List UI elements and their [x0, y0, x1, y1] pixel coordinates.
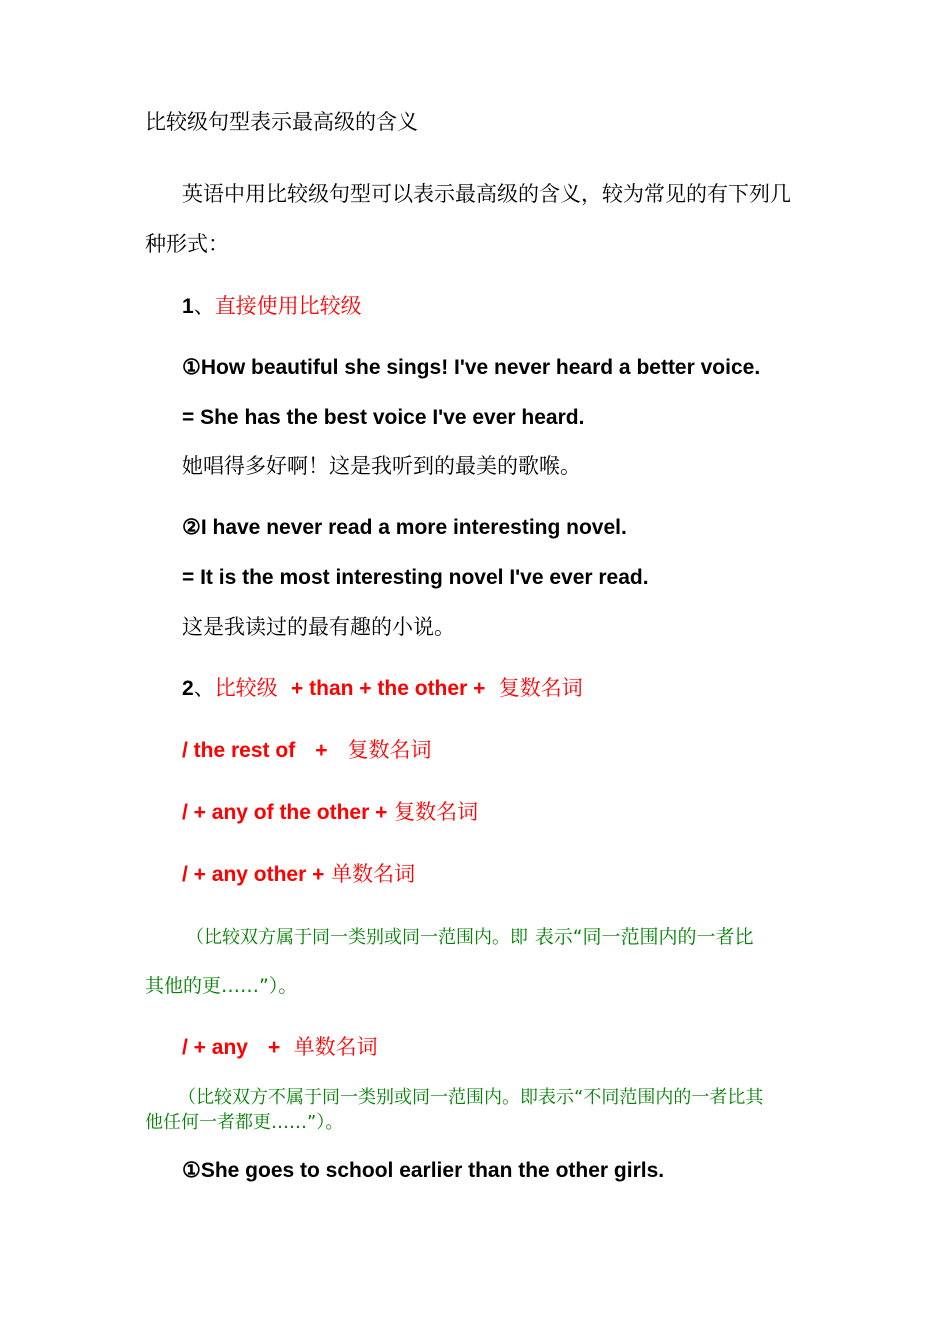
section-1-separator: 、 — [193, 294, 215, 318]
section-2-form-5-plus: + — [267, 1036, 281, 1059]
section-2-form-2-pattern: / the rest of — [182, 739, 296, 762]
section-2-separator: 、 — [193, 676, 215, 700]
section-2-form-2 — [182, 736, 432, 765]
section-2-form-4-noun: 单数名词 — [331, 862, 416, 886]
note-1-part-b: 表示“同一范围内的一者比 — [534, 926, 754, 948]
section-2-form-4-pattern: / + any other + — [182, 863, 325, 886]
section-2-form-5-pattern: / + any — [182, 1036, 248, 1059]
note-1-line-1 — [186, 922, 754, 951]
section-2-form-3-noun: 复数名词 — [394, 800, 479, 824]
section-2-form-4 — [182, 860, 415, 889]
intro-line-2: 种形式： — [145, 232, 229, 256]
section-2-number: 2 — [182, 677, 194, 700]
section-2-example-1: ①She goes to school earlier than the other girls. — [182, 1159, 665, 1182]
section-2-form-5 — [182, 1033, 378, 1062]
section-2-form-2-plus: + — [315, 739, 328, 762]
section-1-number: 1 — [182, 295, 194, 318]
section-2-form-1-comparative: 比较级 — [214, 676, 278, 700]
example-1-sentence-2: = She has the best voice I've ever heard. — [182, 406, 585, 429]
note-1-line-2: 其他的更……”）。 — [145, 975, 298, 997]
note-2-line-2: 他任何一者都更……”）。 — [145, 1112, 344, 1133]
section-2-form-1-pattern: + than + the other + — [291, 677, 486, 700]
section-1-heading — [182, 292, 362, 321]
example-1-translation: 她唱得多好啊！这是我听到的最美的歌喉。 — [182, 454, 581, 478]
example-2-sentence-1: ②I have never read a more interesting novel. — [182, 516, 627, 539]
example-1-sentence-1: ①How beautiful she sings! I've never heard a better voice. — [182, 356, 761, 379]
section-2-heading — [182, 674, 583, 703]
note-2-line-1: （比较双方不属于同一类别或同一范围内。即表示“不同范围内的一者比其 — [178, 1087, 764, 1108]
example-2-translation: 这是我读过的最有趣的小说。 — [182, 615, 455, 639]
section-2-form-5-noun: 单数名词 — [293, 1035, 378, 1059]
section-2-form-2-noun: 复数名词 — [347, 738, 432, 762]
note-1-part-a: （比较双方属于同一类别或同一范围内。即 — [186, 927, 528, 948]
section-2-form-3 — [182, 798, 478, 827]
section-2-form-3-pattern: / + any of the other + — [182, 801, 388, 824]
example-2-sentence-2: = It is the most interesting novel I've ever read. — [182, 566, 649, 589]
section-1-title: 直接使用比较级 — [214, 294, 362, 318]
intro-line-1: 英语中用比较级句型可以表示最高级的含义，较为常见的有下列几 — [182, 182, 791, 206]
section-2-form-1-noun: 复数名词 — [498, 676, 583, 700]
document-title: 比较级句型表示最高级的含义 — [145, 110, 418, 134]
